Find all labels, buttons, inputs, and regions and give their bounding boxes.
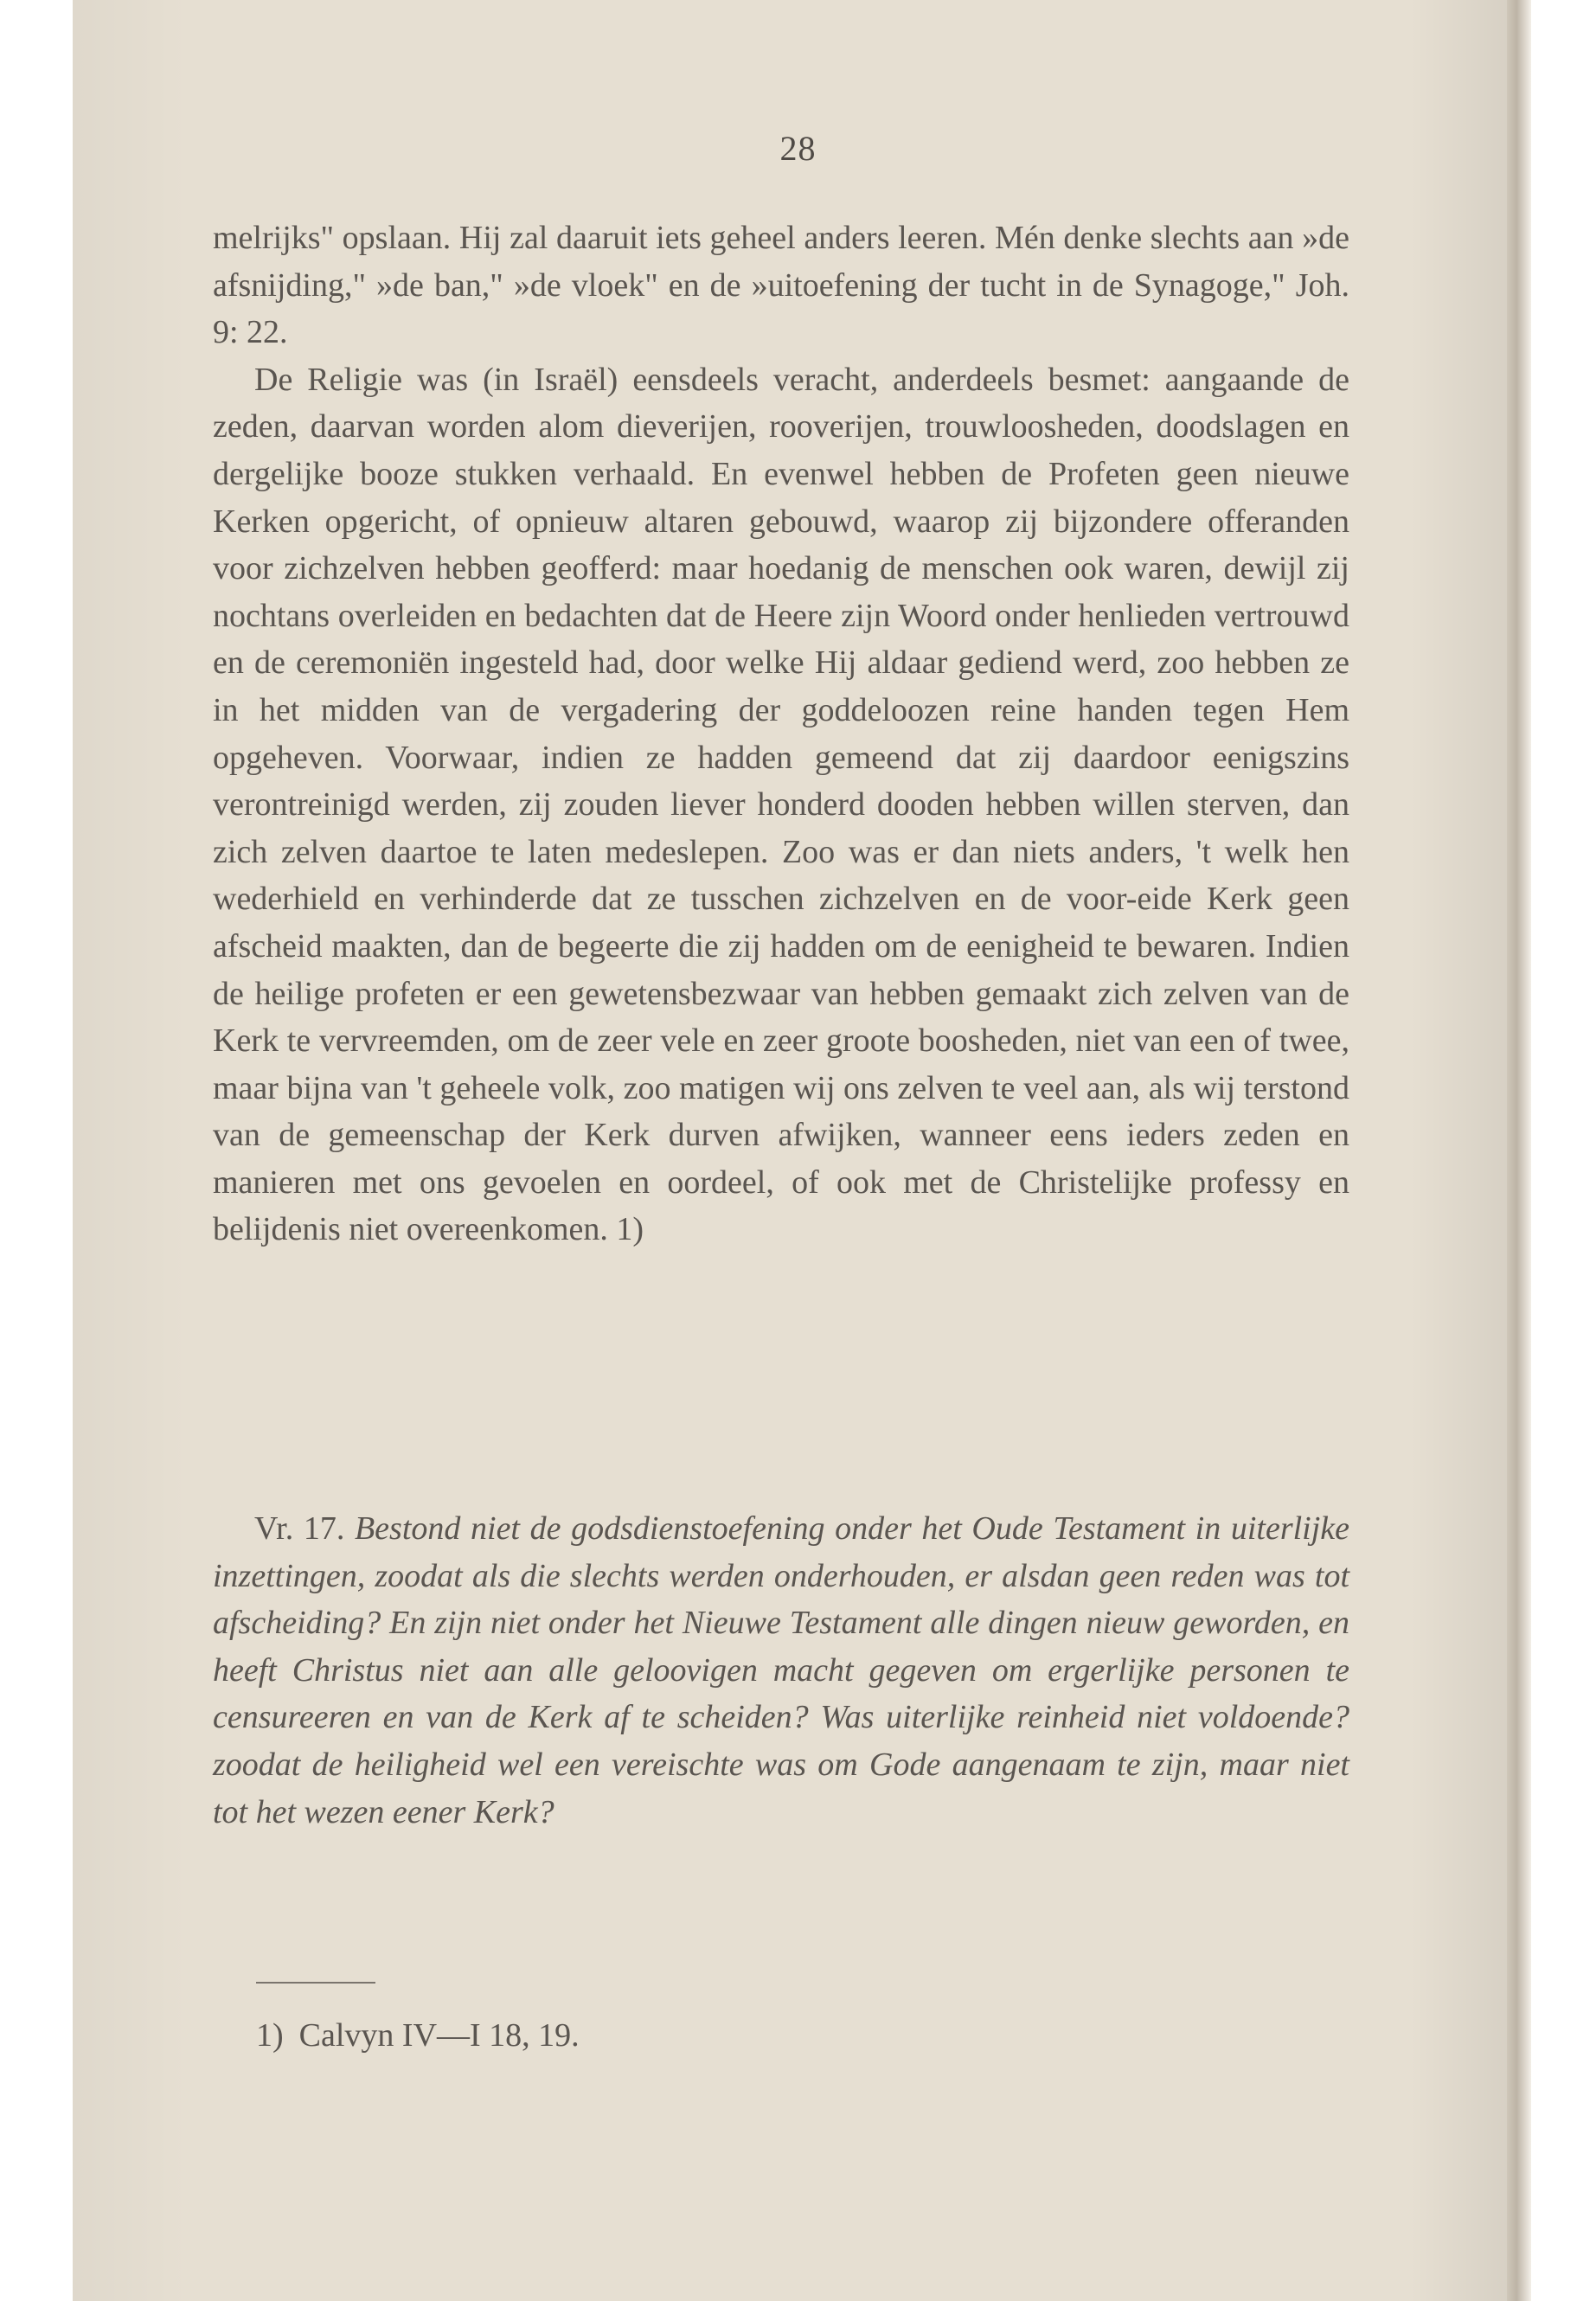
paragraph-religie: De Religie was (in Israël) eensdeels veracht, anderdeels besmet: aangaande de zeden, daarvan worden alom dieverijen, rooverijen, trouwloosheden, doodslagen en dergelijke booze stukken verhaald. En evenwel hebben de Profeten geen nieuwe Kerken opgericht, of opnieuw altaren gebouwd, waarop zij bijzondere offeranden voor zichzelven hebben geofferd: maar hoedanig de menschen ook waren, dewijl zij nochtans overleiden en bedachten dat de Heere zijn Woord onder henlieden vertrouwd en de ceremoniën ingesteld had, door welke Hij aldaar gediend werd, zoo hebben ze in het midden van de vergadering der goddeloozen reine handen tegen Hem opgeheven. Voorwaar, indien ze hadden gemeend dat zij daardoor eenigszins verontreinigd werden, zij zouden liever honderd dooden hebben willen sterven, dan zich zelven daartoe te laten medeslepen. Zoo was er dan niets anders, 't welk hen wederhield en verhinderde dat ze tusschen zichzelven en de voor-eide Kerk geen afscheid maakten, dan de begeerte die zij hadden om de eenigheid te bewaren. Indien de heilige profeten er een gewetensbezwaar van hebben gemaakt zich zelven van de Kerk te vervreemden, om de zeer vele en zeer groote boosheden, niet van een of twee, maar bijna van 't geheele volk, zoo matigen wij ons zelven te veel aan, als wij terstond van de gemeenschap der Kerk durven afwijken, wanneer eens ieders zeden en manieren met ons gevoelen en oordeel, of ook met de Christelijke professy en belijdenis niet overeenkomen. 1) xyxy=(213,361,1349,1248)
footnote-text: Calvyn IV—I 18, 19. xyxy=(298,2017,580,2054)
question-label: Vr. 17. xyxy=(254,1510,345,1547)
page-number: 28 xyxy=(779,129,817,168)
footnote-divider xyxy=(256,1982,375,1984)
question-block xyxy=(213,1505,1349,1836)
page-edge xyxy=(1507,0,1531,2301)
paragraph-continuation: melrijks" opslaan. Hij zal daaruit iets geheel anders leeren. Mén denke slechts aan »de afsnijding," »de ban," »de vloek" en de »uitoefening der tucht in de Synagoge," Joh. 9: 22. xyxy=(213,220,1349,351)
question-text: Bestond niet de godsdienstoefening onder het Oude Testament in uiterlijke inzettingen, zoodat als die slechts werden onderhouden, er alsdan geen reden was tot afscheiding? En zijn niet onder het Nieuwe Testament alle dingen nieuw geworden, en heeft Christus niet aan alle geloovigen macht gegeven om ergerlijke personen te censureeren en van de Kerk af te scheiden? Was uiterlijke reinheid niet voldoende? zoodat de heiligheid wel een vereischte was om Gode aangenaam te zijn, maar niet tot het wezen eener Kerk? xyxy=(213,1510,1350,1830)
footnote xyxy=(256,2012,1035,2059)
footnote-marker: 1) xyxy=(256,2017,284,2054)
body-text xyxy=(213,215,1349,1253)
